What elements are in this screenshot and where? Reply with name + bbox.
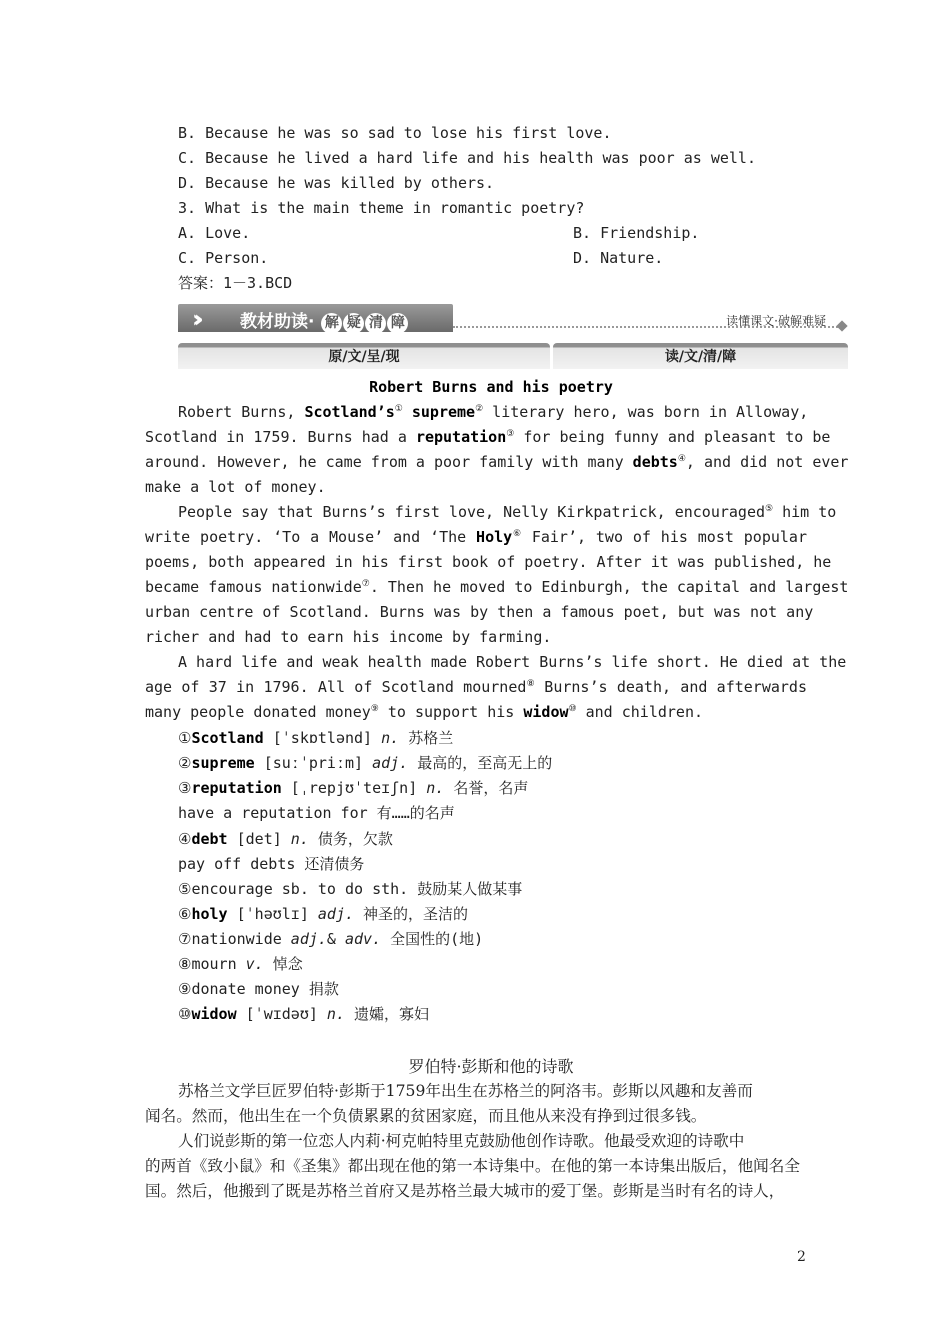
banner-dot: · xyxy=(308,312,315,332)
note-marker-1: ① xyxy=(394,404,403,414)
translation-line-3: 人们说彭斯的第一位恋人内莉·柯克帕特里克鼓励他创作诗歌。他最受欢迎的诗歌中 xyxy=(178,1132,745,1150)
text xyxy=(403,403,412,421)
meaning: 最高的，至高无上的 xyxy=(408,754,553,772)
p2-line-4 xyxy=(145,575,849,600)
note-4 xyxy=(178,827,393,852)
question-3: 3. What is the main theme in romantic poetry? xyxy=(178,199,585,217)
banner-title xyxy=(240,307,408,334)
note-word: supreme xyxy=(191,754,255,772)
banner-circle-4: 障 xyxy=(387,313,408,334)
translation-line-2: 闻名。然而，他出生在一个负债累累的贫困家庭，而且他从来没有挣到过很多钱。 xyxy=(145,1107,707,1125)
p3-line-1: A hard life and weak health made Robert Burns’s life short. He died at the xyxy=(178,653,847,671)
phonetic: [ˌrepjʊˈteɪʃn] xyxy=(281,779,427,797)
pos: adj. xyxy=(317,905,355,923)
text: ⑦nationwide xyxy=(178,930,291,948)
meaning: 全国性的(地) xyxy=(381,930,484,948)
note-marker-5: ⑤ xyxy=(765,504,774,514)
phonetic: [ˈhəʊlɪ] xyxy=(227,905,318,923)
note-word: holy xyxy=(191,905,228,923)
note-word: reputation xyxy=(191,779,282,797)
p1-line-2 xyxy=(145,425,831,450)
option-2d: D. Because he was killed by others. xyxy=(178,174,495,192)
keyword-debts: debts xyxy=(632,453,678,471)
note-marker-9: ⑨ xyxy=(370,704,379,714)
note-marker-2: ② xyxy=(475,404,484,414)
p3-line-3 xyxy=(145,700,703,725)
note-marker-4: ④ xyxy=(677,454,686,464)
text: . Then he moved to Edinburgh, the capital and largest xyxy=(369,578,849,596)
pos: n. xyxy=(326,1005,345,1023)
banner-subtitle: 读懂课文·破解难疑 xyxy=(726,314,826,328)
note-4-phrase: pay off debts 还清债务 xyxy=(178,855,365,873)
banner-dark-tab xyxy=(178,304,453,332)
diamond-icon xyxy=(836,320,847,331)
note-7 xyxy=(178,927,483,952)
pos: n. xyxy=(426,779,445,797)
text: around. However, he came from a poor family with many xyxy=(145,453,633,471)
passage-title: Robert Burns and his poetry xyxy=(369,378,613,396)
header-original-text: 原/文/呈/现 xyxy=(178,343,550,369)
translation-title: 罗伯特·彭斯和他的诗歌 xyxy=(408,1057,574,1076)
text: ③ xyxy=(178,779,192,797)
text: literary hero, was born in Alloway, xyxy=(483,403,809,421)
note-6 xyxy=(178,902,468,927)
keyword-reputation: reputation xyxy=(415,428,507,446)
option-3c: C. Person. xyxy=(178,249,269,267)
text: , and did not ever xyxy=(685,453,849,471)
translation-line-5: 国。然后，他搬到了既是苏格兰首府又是苏格兰最大城市的爱丁堡。彭斯是当时有名的诗人， xyxy=(145,1182,785,1200)
text: ④ xyxy=(178,830,192,848)
note-3 xyxy=(178,776,528,801)
pos: adj. xyxy=(290,930,327,948)
meaning: 神圣的，圣洁的 xyxy=(354,905,469,923)
text: ① xyxy=(178,729,192,747)
chevron-double-right-icon: ›› xyxy=(192,305,196,333)
note-marker-8: ⑧ xyxy=(526,679,536,689)
keyword-supreme: supreme xyxy=(411,403,476,421)
text: Fair’, two of his most popular xyxy=(521,528,807,546)
note-marker-3: ③ xyxy=(506,429,515,439)
p3-line-2 xyxy=(145,675,807,700)
option-3b: B. Friendship. xyxy=(573,224,700,242)
note-marker-6: ⑥ xyxy=(512,529,522,539)
note-8 xyxy=(178,952,303,977)
answer-line: 答案：1－3.BCD xyxy=(178,274,293,292)
keyword-scotland: Scotland’s xyxy=(304,403,395,421)
meaning: 苏格兰 xyxy=(399,729,454,747)
phonetic: [suːˈpriːm] xyxy=(254,754,373,772)
keyword-widow: widow xyxy=(523,703,569,721)
p1-line-4: make a lot of money. xyxy=(145,478,326,496)
pos: adv. xyxy=(344,930,382,948)
text: and children. xyxy=(576,703,704,721)
note-marker-7: ⑦ xyxy=(361,579,370,589)
phonetic: [ˈwɪdəʊ] xyxy=(236,1005,327,1023)
note-marker-10: ⑩ xyxy=(568,704,577,714)
note-5: ⑤encourage sb. to do sth. 鼓励某人做某事 xyxy=(178,880,523,898)
text: ② xyxy=(178,754,192,772)
column-header-bar xyxy=(178,343,848,369)
banner-circle-3: 清 xyxy=(365,313,386,334)
text: became famous nationwide xyxy=(145,578,362,596)
note-2 xyxy=(178,751,552,776)
text: Burns’s death, and afterwards xyxy=(535,678,807,696)
note-1 xyxy=(178,726,453,751)
text: him to xyxy=(773,503,837,521)
option-2b: B. Because he was so sad to lose his first love. xyxy=(178,124,612,142)
note-word: debt xyxy=(191,830,228,848)
text: Robert Burns, xyxy=(178,403,305,421)
translation-line-4: 的两首《致小鼠》和《圣集》都出现在他的第一本诗集中。在他的第一本诗集出版后，他闻名全 xyxy=(145,1157,800,1175)
banner-circle-1: 解 xyxy=(321,313,342,334)
text: People say that Burns’s first love, Nelly Kirkpatrick, encouraged xyxy=(178,503,765,521)
meaning: 悼念 xyxy=(263,955,303,973)
pos: n. xyxy=(381,729,400,747)
option-3d: D. Nature. xyxy=(573,249,664,267)
phonetic: [ˈskɒtlənd] xyxy=(263,729,382,747)
p2-line-2 xyxy=(145,525,807,550)
text: ⑧mourn xyxy=(178,955,246,973)
option-2c: C. Because he lived a hard life and his health was poor as well. xyxy=(178,149,756,167)
meaning: 名誉，名声 xyxy=(444,779,529,797)
banner-title-text: 教材助读 xyxy=(240,312,308,332)
text: ⑩ xyxy=(178,1005,192,1023)
p2-line-6: richer and had to earn his income by farming. xyxy=(145,628,552,646)
page-number: 2 xyxy=(797,1249,806,1265)
p1-line-3 xyxy=(145,450,849,475)
phonetic: [det] xyxy=(227,830,291,848)
p2-line-5: urban centre of Scotland. Burns was by then a famous poet, but was not any xyxy=(145,603,814,621)
p2-line-3: poems, both appeared in his first book of poetry. After it was published, he xyxy=(145,553,832,571)
translation-line-1: 苏格兰文学巨匠罗伯特·彭斯于1759年出生在苏格兰的阿洛韦。彭斯以风趣和友善而 xyxy=(178,1082,753,1100)
note-9: ⑨donate money 捐款 xyxy=(178,980,339,998)
note-3-phrase: have a reputation for 有……的名声 xyxy=(178,804,455,822)
meaning: 债务，欠款 xyxy=(308,830,393,848)
banner-circle-2: 疑 xyxy=(343,313,364,334)
text: for being funny and pleasant to be xyxy=(514,428,831,446)
text: to support his xyxy=(378,703,524,721)
note-word: widow xyxy=(191,1005,237,1023)
p1-line-1 xyxy=(145,400,807,425)
p2-line-1 xyxy=(145,500,837,525)
header-reading-notes: 读/文/清/障 xyxy=(553,343,848,369)
option-3a: A. Love. xyxy=(178,224,251,242)
note-word: Scotland xyxy=(191,729,264,747)
keyword-holy: Holy xyxy=(476,528,513,546)
text: Scotland in 1759. Burns had a xyxy=(145,428,416,446)
text: write poetry. ‘To a Mouse’ and ‘The xyxy=(145,528,477,546)
pos: v. xyxy=(245,955,264,973)
text: many people donated money xyxy=(145,703,371,721)
text: & xyxy=(326,930,345,948)
text: age of 37 in 1796. All of Scotland mourned xyxy=(145,678,527,696)
text: ⑥ xyxy=(178,905,192,923)
note-10 xyxy=(178,1002,429,1027)
meaning: 遗孀，寡妇 xyxy=(344,1005,430,1023)
pos: n. xyxy=(290,830,309,848)
pos: adj. xyxy=(372,754,409,772)
section-banner xyxy=(178,304,848,334)
